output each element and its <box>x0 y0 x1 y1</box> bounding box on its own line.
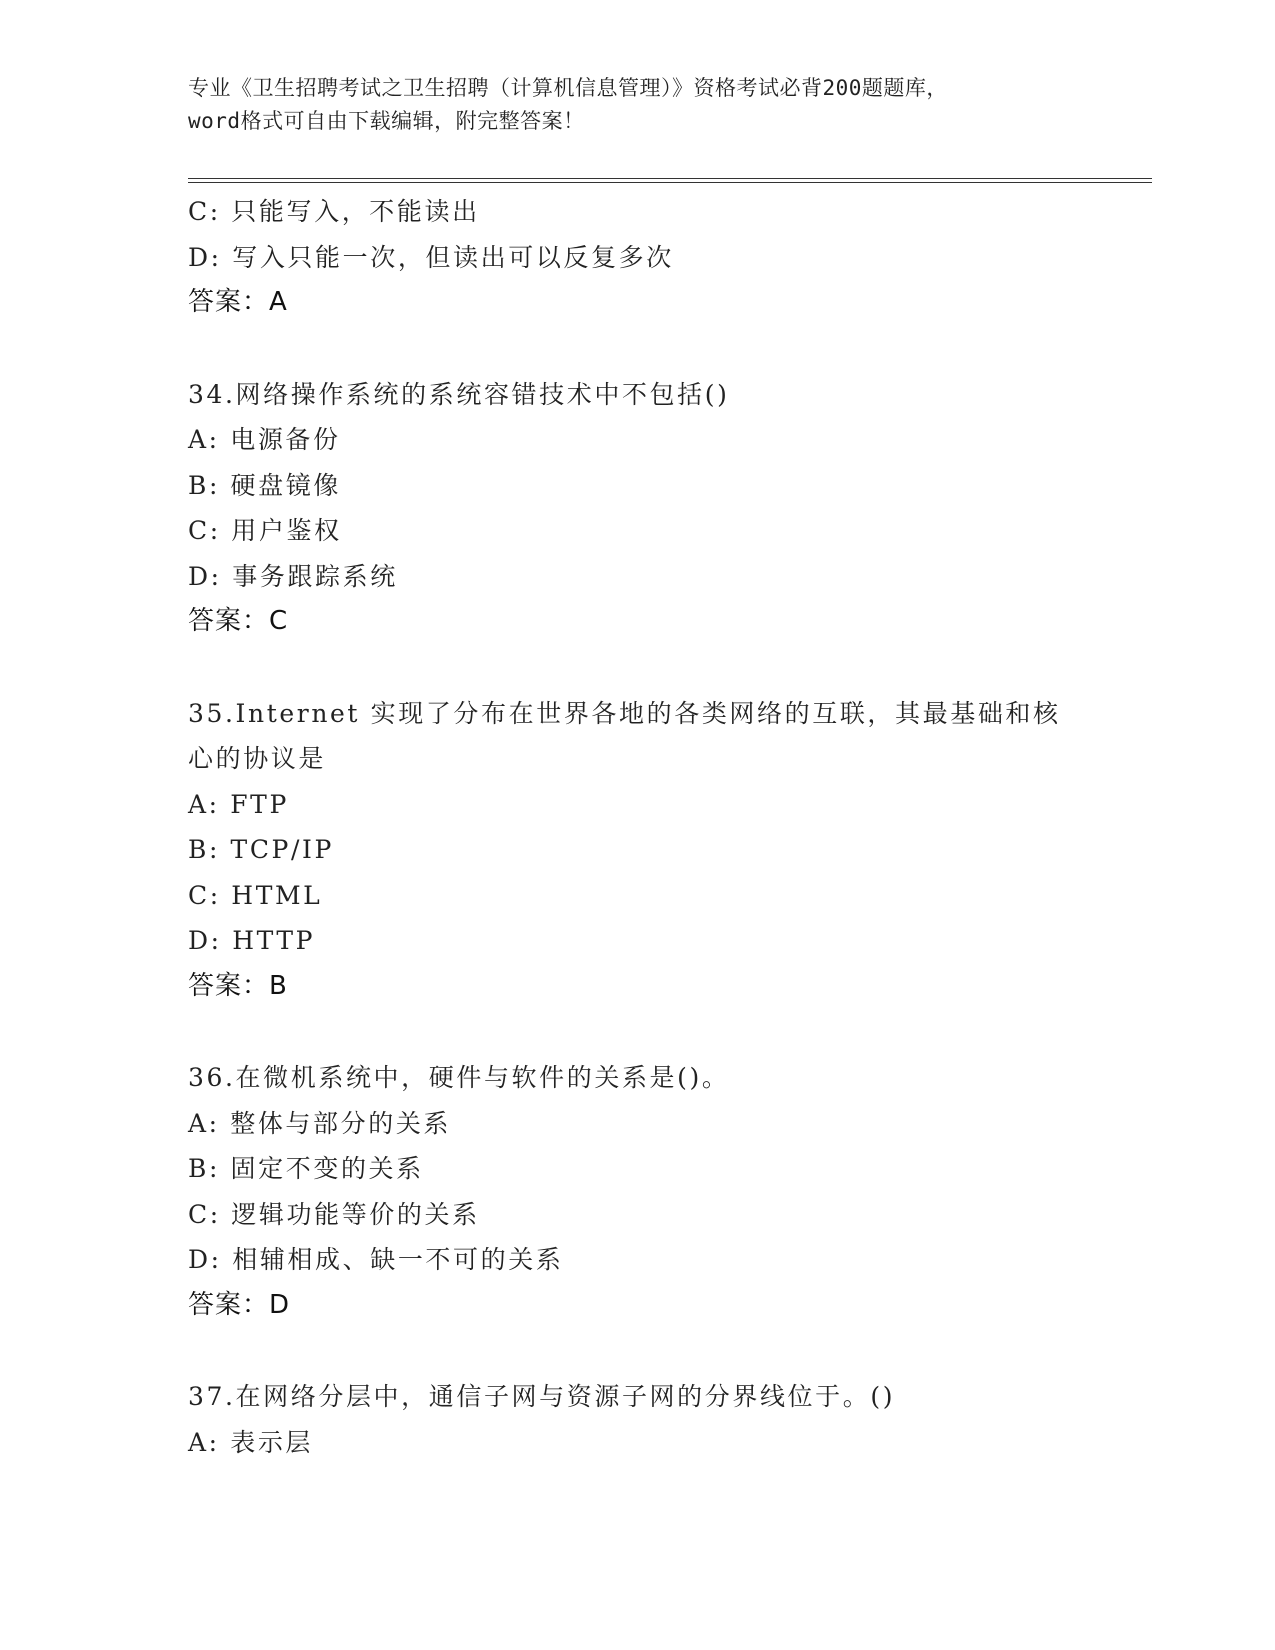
option-c: C: 用户鉴权 <box>188 516 342 545</box>
answer-line: 答案：C <box>188 606 289 636</box>
option-d: D: HTTP <box>188 926 316 955</box>
option-a: A: 整体与部分的关系 <box>188 1108 452 1138</box>
header-line-2: word格式可自由下载编辑，附完整答案！ <box>188 109 585 133</box>
answer-line: 答案：D <box>188 1289 291 1320</box>
question-block-35 <box>188 691 1088 1010</box>
header-divider-bottom <box>188 182 1152 183</box>
answer-line: 答案：B <box>188 970 288 1001</box>
header-line-1: 专业《卫生招聘考试之卫生招聘（计算机信息管理）》资格考试必背200题题库， <box>188 76 948 100</box>
question-text: 36.在微机系统中，硬件与软件的关系是()。 <box>188 1063 730 1092</box>
option-a: A: FTP <box>188 789 289 819</box>
question-block-33 <box>188 189 1088 326</box>
option-d: D: 写入只能一次，但读出可以反复多次 <box>188 242 674 272</box>
question-list <box>188 189 1088 1465</box>
option-c: C: 逻辑功能等价的关系 <box>188 1199 480 1229</box>
question-text-line-2: 心的协议是 <box>188 744 327 773</box>
question-text: 34.网络操作系统的系统容错技术中不包括() <box>188 379 730 409</box>
option-d: D: 相辅相成、缺一不可的关系 <box>188 1245 564 1274</box>
question-text-line-1: 35.Internet 实现了分布在世界各地的各类网络的互联，其最基础和核 <box>188 698 1061 728</box>
question-block-34 <box>188 372 1088 645</box>
option-d: D: 事务跟踪系统 <box>188 561 398 591</box>
question-text: 37.在网络分层中，通信子网与资源子网的分界线位于。() <box>188 1382 896 1411</box>
option-c: C: HTML <box>188 880 323 910</box>
option-c: C: 只能写入，不能读出 <box>188 197 480 226</box>
question-block-37 <box>188 1374 1088 1465</box>
option-a: A: 电源备份 <box>188 425 341 454</box>
header-divider-top <box>188 178 1152 179</box>
option-b: B: 硬盘镜像 <box>188 470 341 500</box>
option-b: B: TCP/IP <box>188 835 334 864</box>
answer-line: 答案：A <box>188 287 288 317</box>
document-header <box>188 72 1088 138</box>
question-block-36 <box>188 1055 1088 1328</box>
option-a: A: 表示层 <box>188 1427 314 1457</box>
option-b: B: 固定不变的关系 <box>188 1154 424 1183</box>
